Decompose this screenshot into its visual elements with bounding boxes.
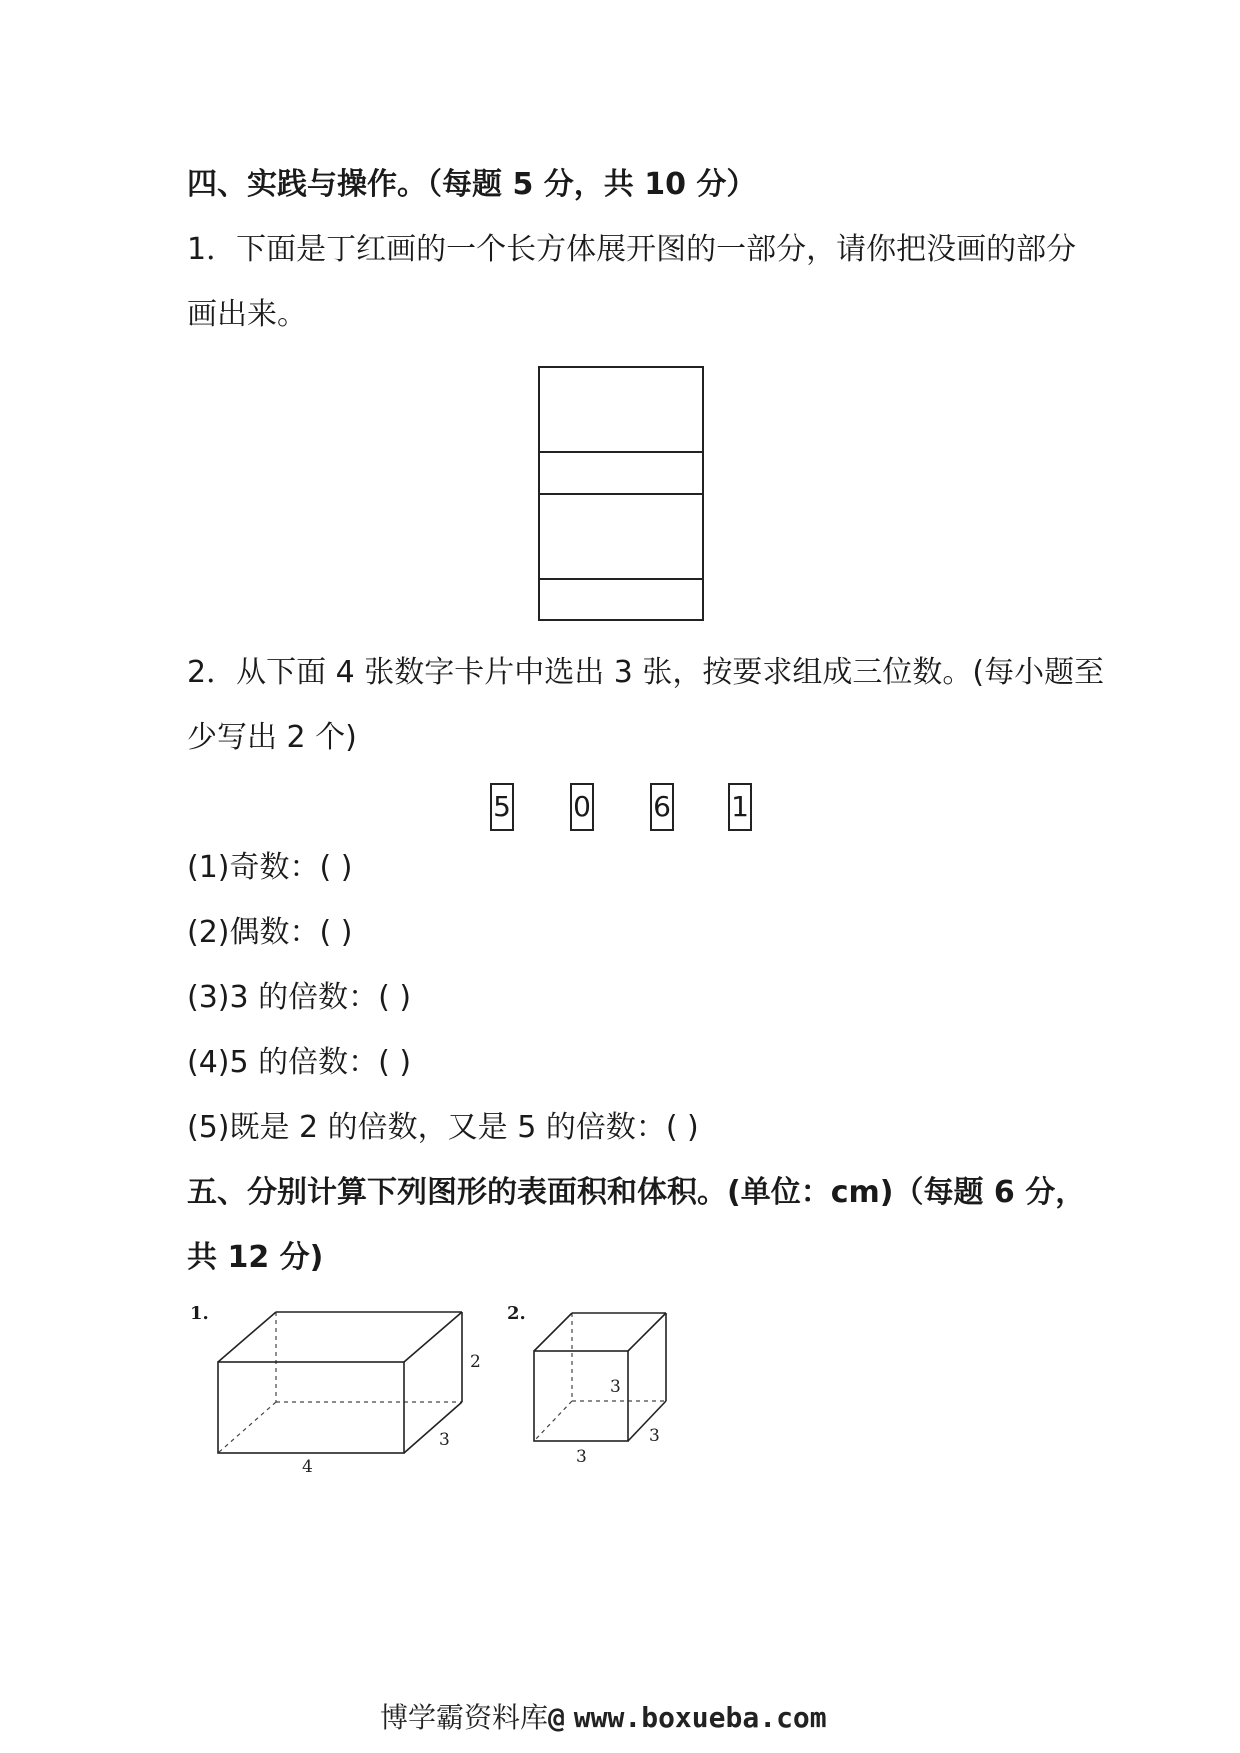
number-cards xyxy=(0,783,1240,833)
answer-item-odd: (1)奇数：( ) xyxy=(187,850,353,885)
footer-at-symbol: @ xyxy=(548,1701,565,1734)
figure-2-label: 2. xyxy=(507,1303,526,1324)
figure-2-cube xyxy=(528,1305,688,1465)
answer-item-even: (2)偶数：( ) xyxy=(187,915,353,950)
section-5-heading-line-2: 共 12 分) xyxy=(187,1240,324,1275)
figure-1-label: 1. xyxy=(190,1303,209,1324)
net-divider-line xyxy=(540,493,702,495)
cuboid-net-drawing xyxy=(538,366,704,621)
footer-watermark xyxy=(380,1700,827,1736)
figure-1-cuboid xyxy=(210,1300,480,1480)
question-1-text-line-2: 画出来。 xyxy=(187,297,307,332)
answer-item-multiple-of-3: (3)3 的倍数：( ) xyxy=(187,980,412,1015)
section-5-heading-line-1: 五、分别计算下列图形的表面积和体积。(单位：cm)（每题 6 分， xyxy=(187,1175,1086,1210)
cuboid-hidden-edges xyxy=(218,1312,462,1453)
footer-site-name: 博学霸资料库 xyxy=(380,1701,549,1734)
footer-url: www.boxueba.com xyxy=(573,1701,827,1734)
number-card: 0 xyxy=(570,783,594,831)
number-card: 6 xyxy=(650,783,674,831)
cube-bottom-label: 3 xyxy=(576,1447,587,1467)
cuboid-visible-edges xyxy=(218,1312,462,1453)
cuboid-height-label: 2 xyxy=(470,1352,481,1372)
number-card: 5 xyxy=(490,783,514,831)
question-1-text-line-1: 1．下面是丁红画的一个长方体展开图的一部分，请你把没画的部分 xyxy=(187,232,1077,267)
question-2-text-line-1: 2．从下面 4 张数字卡片中选出 3 张，按要求组成三位数。(每小题至 xyxy=(187,655,1105,690)
net-divider-line xyxy=(540,451,702,453)
cube-height-label: 3 xyxy=(610,1377,621,1397)
net-divider-line xyxy=(540,578,702,580)
answer-item-multiple-of-2-and-5: (5)既是 2 的倍数，又是 5 的倍数：( ) xyxy=(187,1110,699,1145)
cuboid-width-label: 3 xyxy=(439,1430,450,1450)
question-2-text-line-2: 少写出 2 个) xyxy=(187,720,357,755)
number-card: 1 xyxy=(728,783,752,831)
cube-visible-edges xyxy=(534,1313,666,1441)
answer-item-multiple-of-5: (4)5 的倍数：( ) xyxy=(187,1045,412,1080)
section-4-heading: 四、实践与操作。（每题 5 分，共 10 分） xyxy=(187,167,757,202)
cube-side-label: 3 xyxy=(649,1426,660,1446)
cuboid-length-label: 4 xyxy=(302,1457,313,1477)
